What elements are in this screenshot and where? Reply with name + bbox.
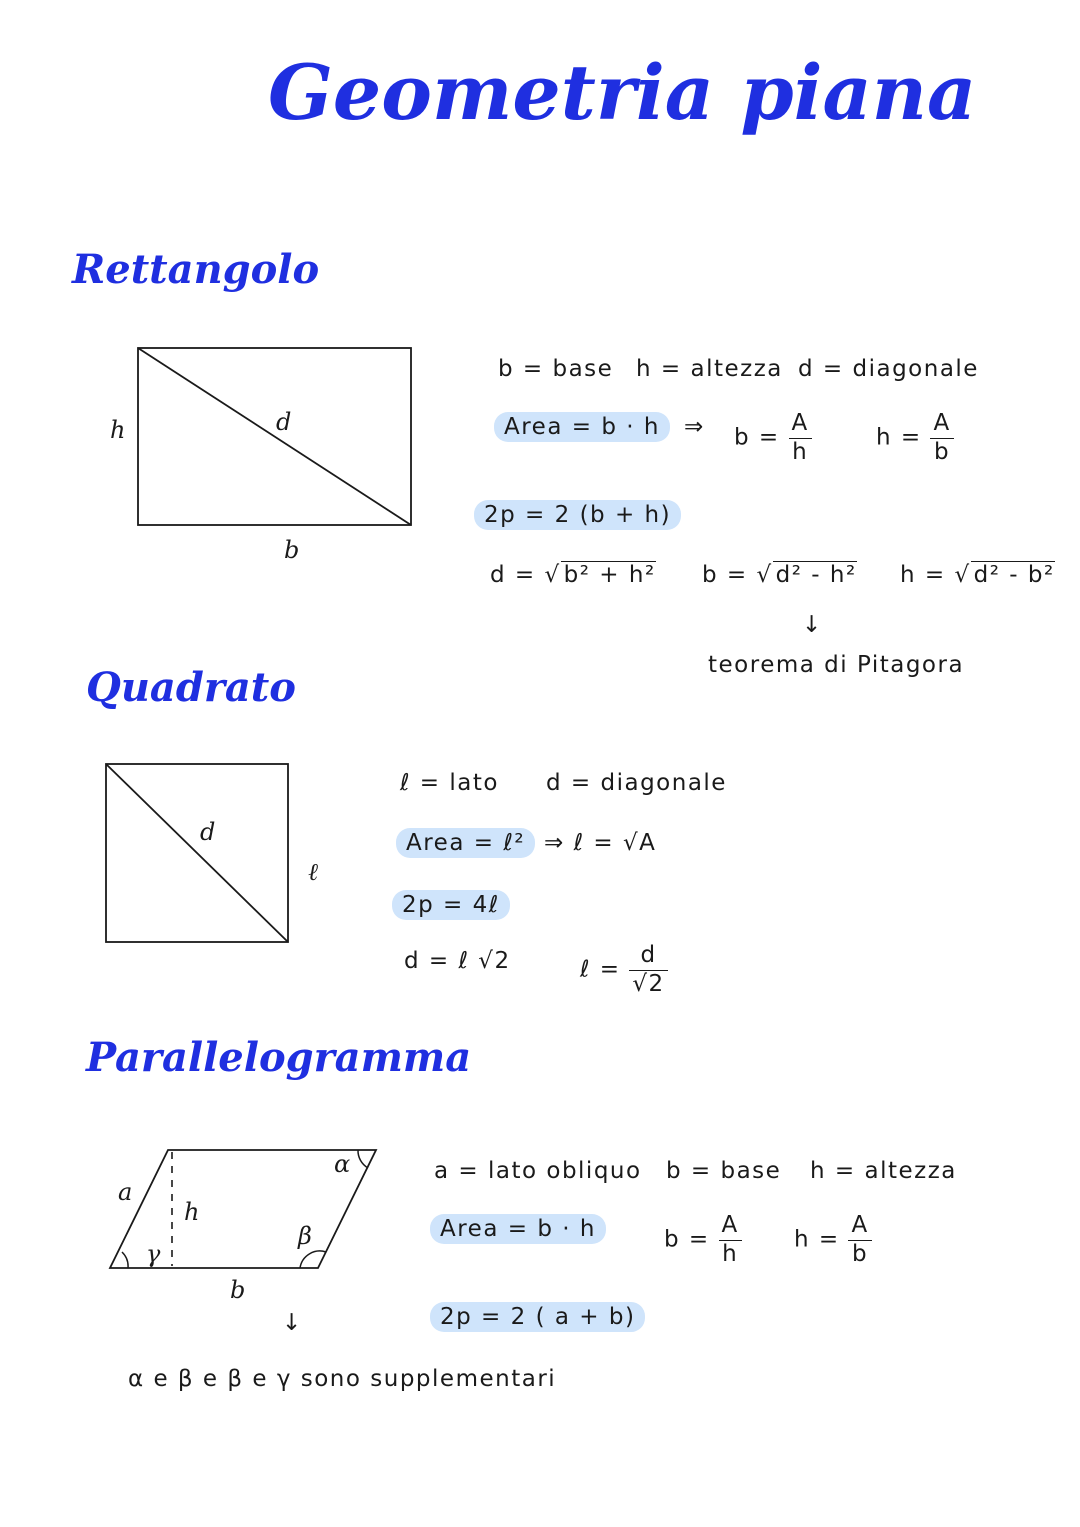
- parallelogram-label-gamma: γ: [146, 1240, 161, 1268]
- parallelogram-label-a: a: [118, 1178, 133, 1206]
- rect-def-altezza: h = altezza: [636, 356, 783, 382]
- rect-area-formula: Area = b · h: [494, 412, 670, 442]
- rect-b-pitagora-formula-lhs: b =: [702, 562, 748, 588]
- para-h-from-area: [794, 1212, 872, 1268]
- square-def-lato: ℓ = lato: [400, 770, 499, 796]
- parallelogram-label-beta: β: [298, 1222, 312, 1250]
- rect-b-from-area: [734, 410, 812, 466]
- page-title: Geometria piana: [268, 48, 977, 137]
- rectangle-label-b: b: [284, 536, 300, 564]
- square-side-from-area: ⇒ ℓ = √A: [544, 830, 657, 856]
- rect-h-pitagora-formula-radicand: d² - b²: [971, 561, 1055, 588]
- square-diagonal-formula: d = ℓ √2: [404, 948, 511, 974]
- rect-b-from-area-lhs: b =: [734, 424, 780, 451]
- rect-perimeter-formula: 2p = 2 (b + h): [474, 500, 681, 530]
- rect-diagonal-formula: d = √ b² + h²: [490, 562, 656, 588]
- para-def-base: b = base: [666, 1158, 782, 1184]
- square-area-formula: Area = ℓ²: [396, 828, 535, 858]
- angle-alpha-arc: [358, 1150, 368, 1168]
- para-b-fraction: [719, 1212, 742, 1268]
- rect-b-pitagora-formula-radicand: d² - h²: [773, 561, 857, 588]
- para-h-from-area-lhs: h =: [794, 1226, 840, 1253]
- square-side-from-diagonal: [580, 942, 668, 998]
- rect-h-fraction: [930, 410, 953, 466]
- square-side-fraction-num: d: [629, 942, 667, 971]
- rect-b-fraction-den: h: [792, 438, 809, 465]
- para-down-arrow: ↓: [282, 1310, 303, 1336]
- rectangle-diagonal: [138, 348, 411, 525]
- rectangle-label-h: h: [110, 416, 126, 444]
- para-h-fraction-num: A: [848, 1212, 871, 1241]
- parallelogram-label-h: h: [184, 1198, 200, 1226]
- square-diagonal: [106, 764, 288, 942]
- square-side-fraction-den: √2: [632, 970, 665, 997]
- parallelogram-label-b: b: [230, 1276, 246, 1304]
- para-b-from-area-lhs: b =: [664, 1226, 710, 1253]
- angle-gamma-arc: [122, 1252, 128, 1268]
- rect-h-from-area-lhs: h =: [876, 424, 922, 451]
- rect-h-pitagora-formula: h = √ d² - b²: [900, 562, 1055, 588]
- rect-pitagora-note: teorema di Pitagora: [708, 652, 965, 678]
- rectangle-heading: Rettangolo: [72, 246, 320, 293]
- rect-def-base: b = base: [498, 356, 614, 382]
- square-label-d: d: [200, 818, 216, 846]
- para-supplementary-note: α e β e β e γ sono supplementari: [128, 1366, 557, 1392]
- square-side-from-diagonal-lhs: ℓ =: [580, 956, 621, 983]
- rect-h-fraction-num: A: [930, 410, 953, 439]
- rect-b-fraction: [789, 410, 812, 466]
- rectangle-label-d: d: [276, 408, 292, 436]
- para-b-fraction-num: A: [719, 1212, 742, 1241]
- rect-down-arrow: ↓: [802, 612, 823, 638]
- rect-def-diagonale: d = diagonale: [798, 356, 979, 382]
- rect-h-from-area: [876, 410, 954, 466]
- rect-b-fraction-num: A: [789, 410, 812, 439]
- parallelogram-label-alpha: α: [334, 1150, 351, 1178]
- para-b-from-area: [664, 1212, 742, 1268]
- rect-h-pitagora-formula-lhs: h =: [900, 562, 946, 588]
- square-def-diagonale: d = diagonale: [546, 770, 727, 796]
- square-perimeter-formula: 2p = 4ℓ: [392, 890, 510, 920]
- square-side-fraction: [629, 942, 667, 998]
- para-area-formula: Area = b · h: [430, 1214, 606, 1244]
- rect-diagonal-formula-radicand: b² + h²: [561, 561, 656, 588]
- parallelogram-heading: Parallelogramma: [86, 1034, 472, 1081]
- para-h-fraction: [848, 1212, 871, 1268]
- rect-implies-arrow: ⇒: [684, 414, 705, 440]
- para-h-fraction-den: b: [852, 1240, 869, 1267]
- rect-b-pitagora-formula: b = √ d² - h²: [702, 562, 857, 588]
- rect-diagonal-formula-lhs: d =: [490, 562, 536, 588]
- para-b-fraction-den: h: [722, 1240, 739, 1267]
- square-heading: Quadrato: [86, 664, 296, 711]
- rect-h-fraction-den: b: [934, 438, 951, 465]
- para-def-altezza: h = altezza: [810, 1158, 957, 1184]
- para-def-lato-obliquo: a = lato obliquo: [434, 1158, 642, 1184]
- square-label-l: ℓ: [308, 858, 318, 886]
- para-perimeter-formula: 2p = 2 ( a + b): [430, 1302, 645, 1332]
